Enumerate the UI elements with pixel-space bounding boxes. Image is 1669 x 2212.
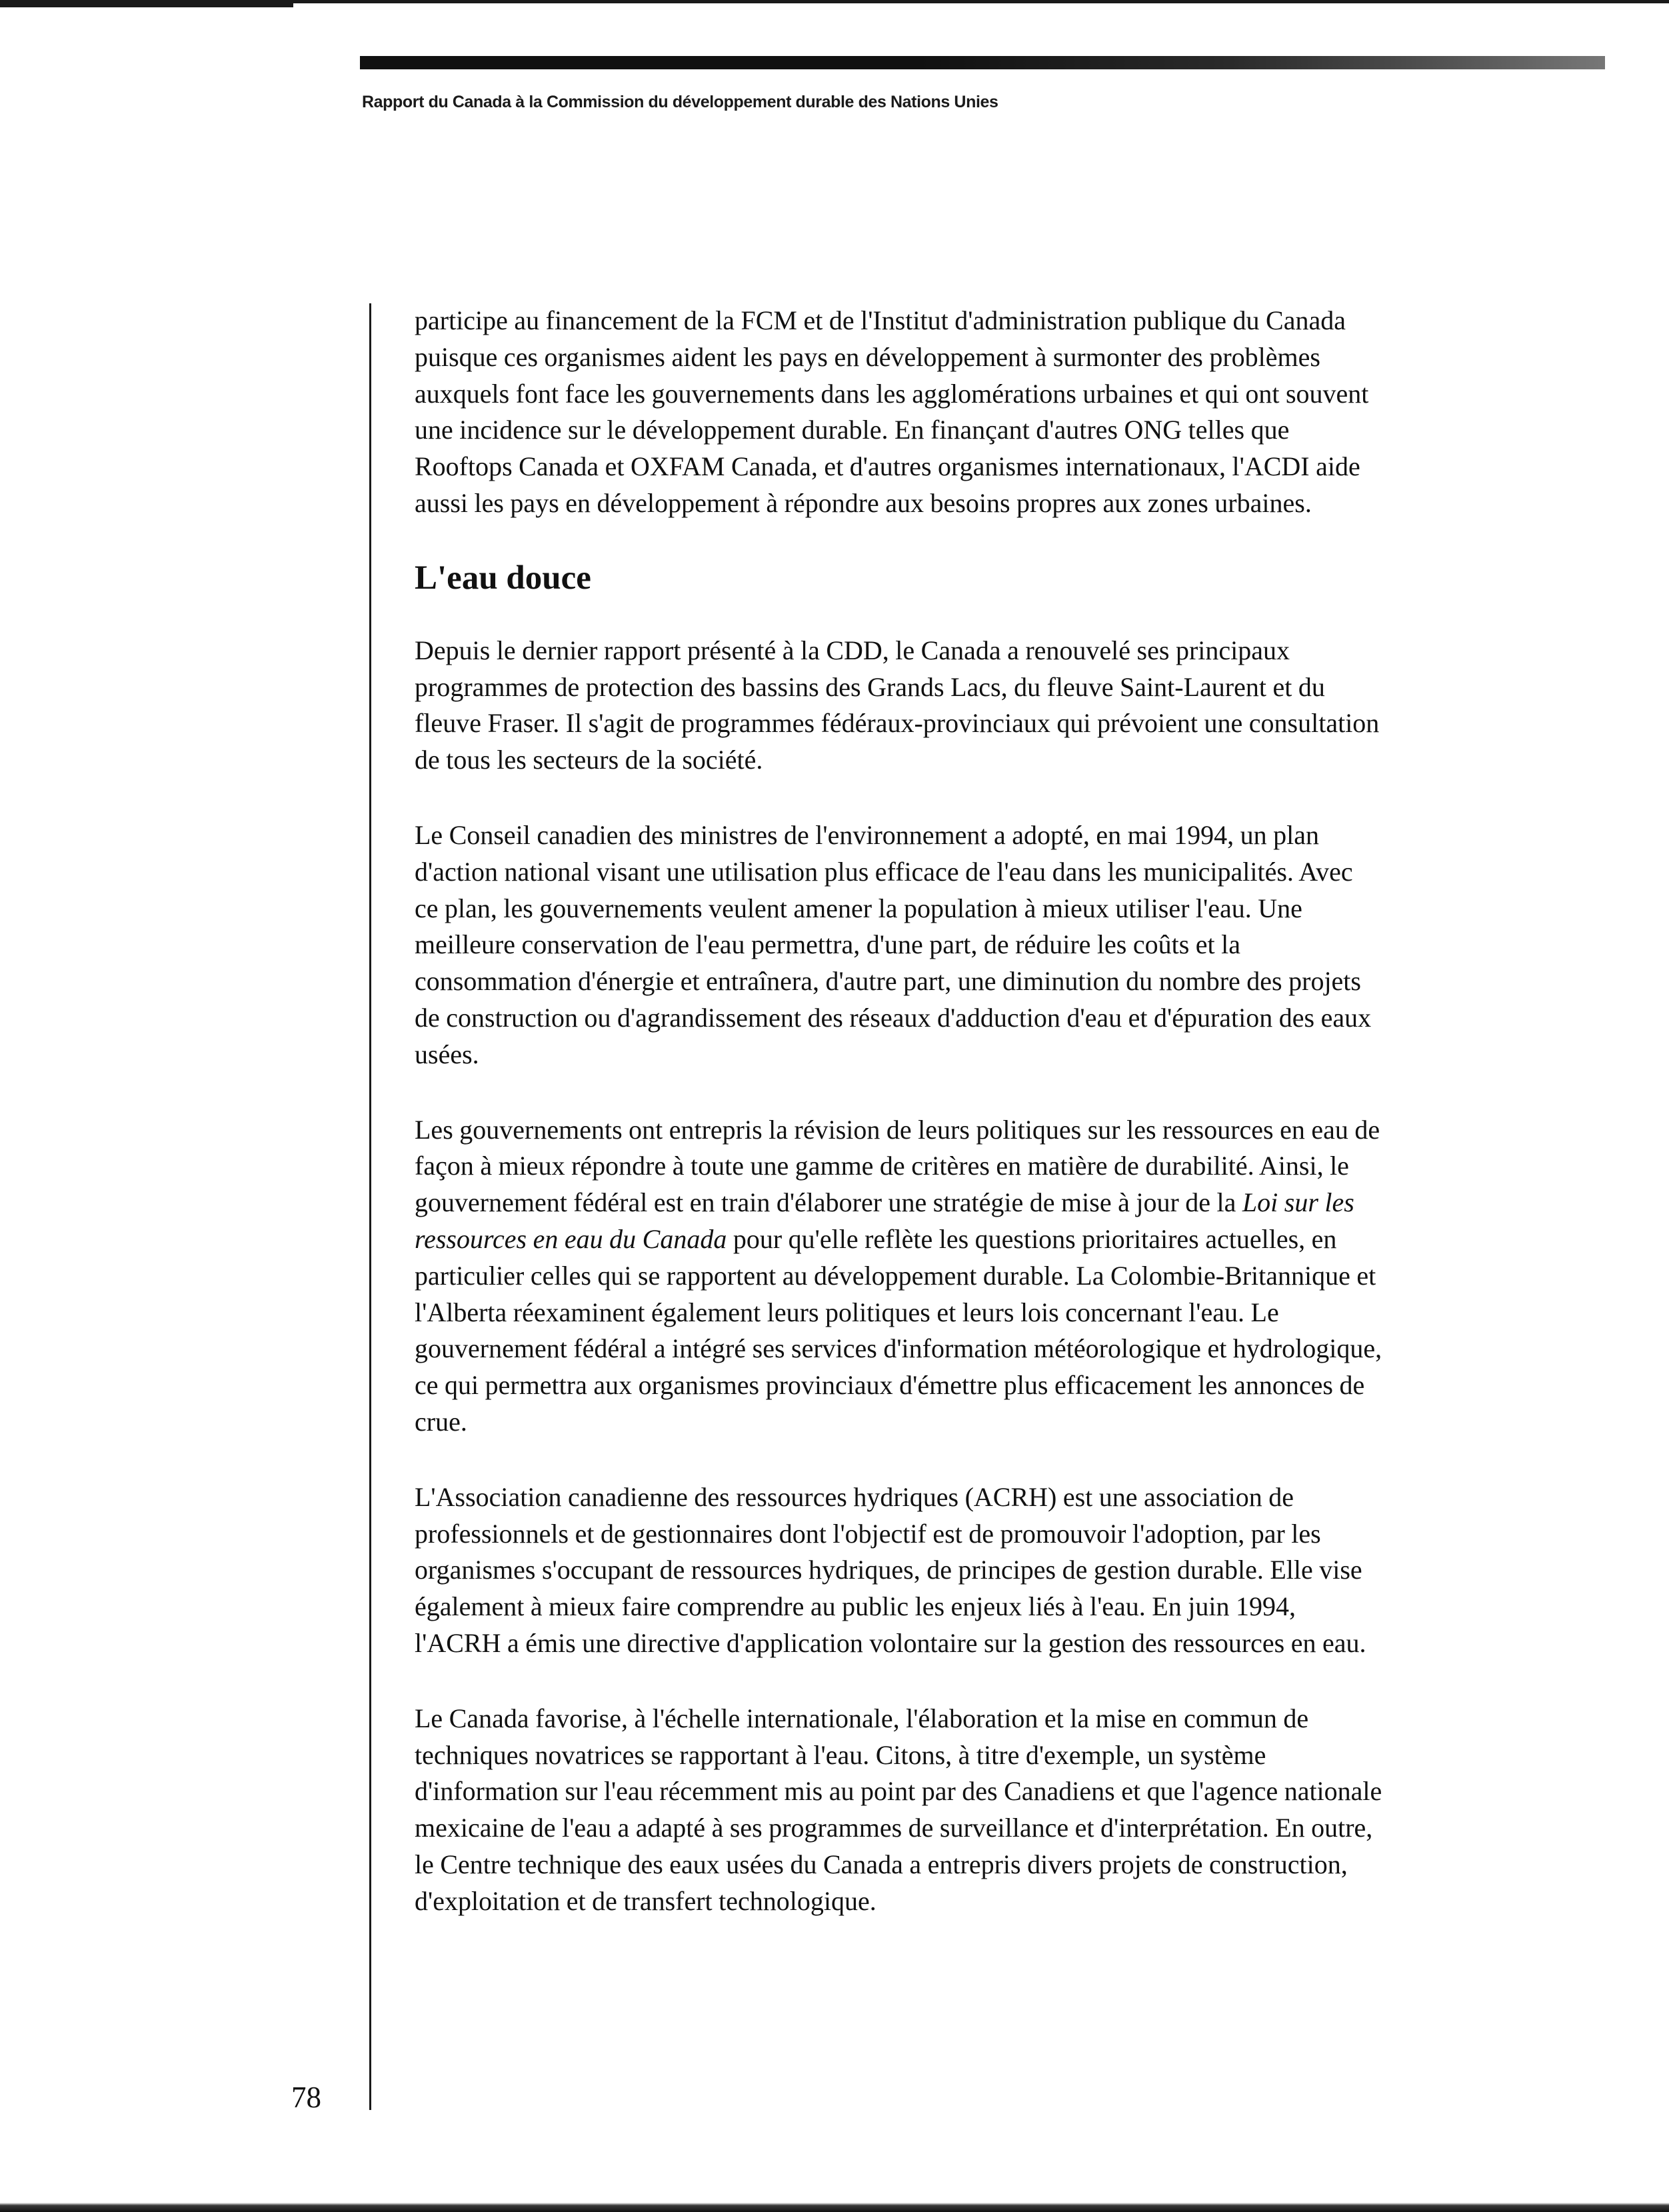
paragraph-plan-action — [415, 817, 1574, 1073]
text-line: une incidence sur le développement durable. En finançant d'autres ONG telles que — [415, 415, 1290, 445]
paragraph-programmes — [415, 633, 1574, 779]
paragraph-politiques — [415, 1112, 1574, 1441]
text-line: usées. — [415, 1039, 479, 1069]
text-line: aussi les pays en développement à répondre aux besoins propres aux zones urbaines. — [415, 487, 1312, 518]
text-line: fleuve Fraser. Il s'agit de programmes fédéraux-provinciaux qui prévoient une consultation — [415, 708, 1380, 739]
paragraph-acrh — [415, 1479, 1574, 1662]
text-line: organismes s'occupant de ressources hydriques, de principes de gestion durable. Elle vise — [415, 1555, 1362, 1585]
page-body — [415, 303, 1574, 1958]
text-line: meilleure conservation de l'eau permettra, d'une part, de réduire les coûts et la — [415, 929, 1240, 960]
text-line: d'information sur l'eau récemment mis au point par des Canadiens et que l'agence nationale — [415, 1776, 1382, 1807]
text-line: de tous les secteurs de la société. — [415, 745, 763, 775]
text-line: Depuis le dernier rapport présenté à la CDD, le Canada a renouvelé ses principaux — [415, 635, 1290, 665]
page-number: 78 — [291, 2081, 321, 2114]
text-line: consommation d'énergie et entraînera, d'autre part, une diminution du nombre des projets — [415, 966, 1361, 997]
text-line: de construction ou d'agrandissement des réseaux d'adduction d'eau et d'épuration des eaux — [415, 1002, 1372, 1033]
header-rule — [360, 56, 1605, 69]
text-line: auxquels font face les gouvernements dans les agglomérations urbaines et qui ont souvent — [415, 378, 1369, 409]
text-line: Le Canada favorise, à l'échelle internationale, l'élaboration et la mise en commun de — [415, 1703, 1309, 1733]
text-line: Le Conseil canadien des ministres de l'environnement a adopté, en mai 1994, un plan — [415, 819, 1319, 850]
text-line: gouvernement fédéral a intégré ses services d'information météorologique et hydrologique, — [415, 1333, 1382, 1364]
text-line: également à mieux faire comprendre au public les enjeux liés à l'eau. En juin 1994, — [415, 1591, 1296, 1622]
text-line: programmes de protection des bassins des Grands Lacs, du fleuve Saint-Laurent et du — [415, 671, 1325, 702]
law-title-italic: Loi sur les — [1242, 1187, 1354, 1218]
text-line: L'Association canadienne des ressources hydriques (ACRH) est une association de — [415, 1481, 1294, 1512]
margin-change-bar — [369, 303, 371, 2110]
text-line — [415, 1221, 1574, 1258]
text-line: d'exploitation et de transfert technologique. — [415, 1885, 876, 1916]
text-line: Rooftops Canada et OXFAM Canada, et d'autres organismes internationaux, l'ACDI aide — [415, 451, 1360, 482]
text-line — [415, 1185, 1574, 1221]
text-line: particulier celles qui se rapportent au développement durable. La Colombie-Britannique et — [415, 1260, 1376, 1291]
text-run: gouvernement fédéral est en train d'élaborer une stratégie de mise à jour de la — [415, 1187, 1242, 1218]
text-line: ce plan, les gouvernements veulent amener la population à mieux utiliser l'eau. Une — [415, 893, 1302, 923]
text-line: puisque ces organismes aident les pays en développement à surmonter des problèmes — [415, 341, 1320, 372]
text-line: ce qui permettra aux organismes provinciaux d'émettre plus efficacement les annonces de — [415, 1370, 1365, 1401]
text-line: participe au financement de la FCM et de l'Institut d'administration publique du Canada — [415, 305, 1346, 335]
text-line: le Centre technique des eaux usées du Canada a entrepris divers projets de construction, — [415, 1849, 1348, 1879]
text-line: l'Alberta réexaminent également leurs politiques et leurs lois concernant l'eau. Le — [415, 1297, 1279, 1327]
text-line: Les gouvernements ont entrepris la révision de leurs politiques sur les ressources en eau de — [415, 1114, 1380, 1145]
text-line: techniques novatrices se rapportant à l'eau. Citons, à titre d'exemple, un système — [415, 1739, 1266, 1770]
text-line: l'ACRH a émis une directive d'application volontaire sur la gestion des ressources en eau. — [415, 1627, 1366, 1658]
text-run: pour qu'elle reflète les questions prioritaires actuelles, en — [727, 1223, 1337, 1254]
text-line: façon à mieux répondre à toute une gamme de critères en matière de durabilité. Ainsi, le — [415, 1151, 1349, 1181]
text-line: crue. — [415, 1406, 467, 1437]
running-header: Rapport du Canada à la Commission du développement durable des Nations Unies — [362, 93, 998, 111]
scan-edge-top-left — [0, 3, 293, 7]
law-title-italic: ressources en eau du Canada — [415, 1223, 727, 1254]
scan-edge-bottom — [0, 2203, 1669, 2212]
text-line: d'action national visant une utilisation plus efficace de l'eau dans les municipalités. Avec — [415, 856, 1353, 887]
paragraph-international — [415, 1701, 1574, 1920]
section-heading: L'eau douce — [415, 559, 591, 597]
text-line: mexicaine de l'eau a adapté à ses programmes de surveillance et d'interprétation. En outre, — [415, 1813, 1373, 1843]
intro-paragraph — [415, 303, 1574, 522]
text-line: professionnels et de gestionnaires dont l'objectif est de promouvoir l'adoption, par les — [415, 1518, 1321, 1549]
